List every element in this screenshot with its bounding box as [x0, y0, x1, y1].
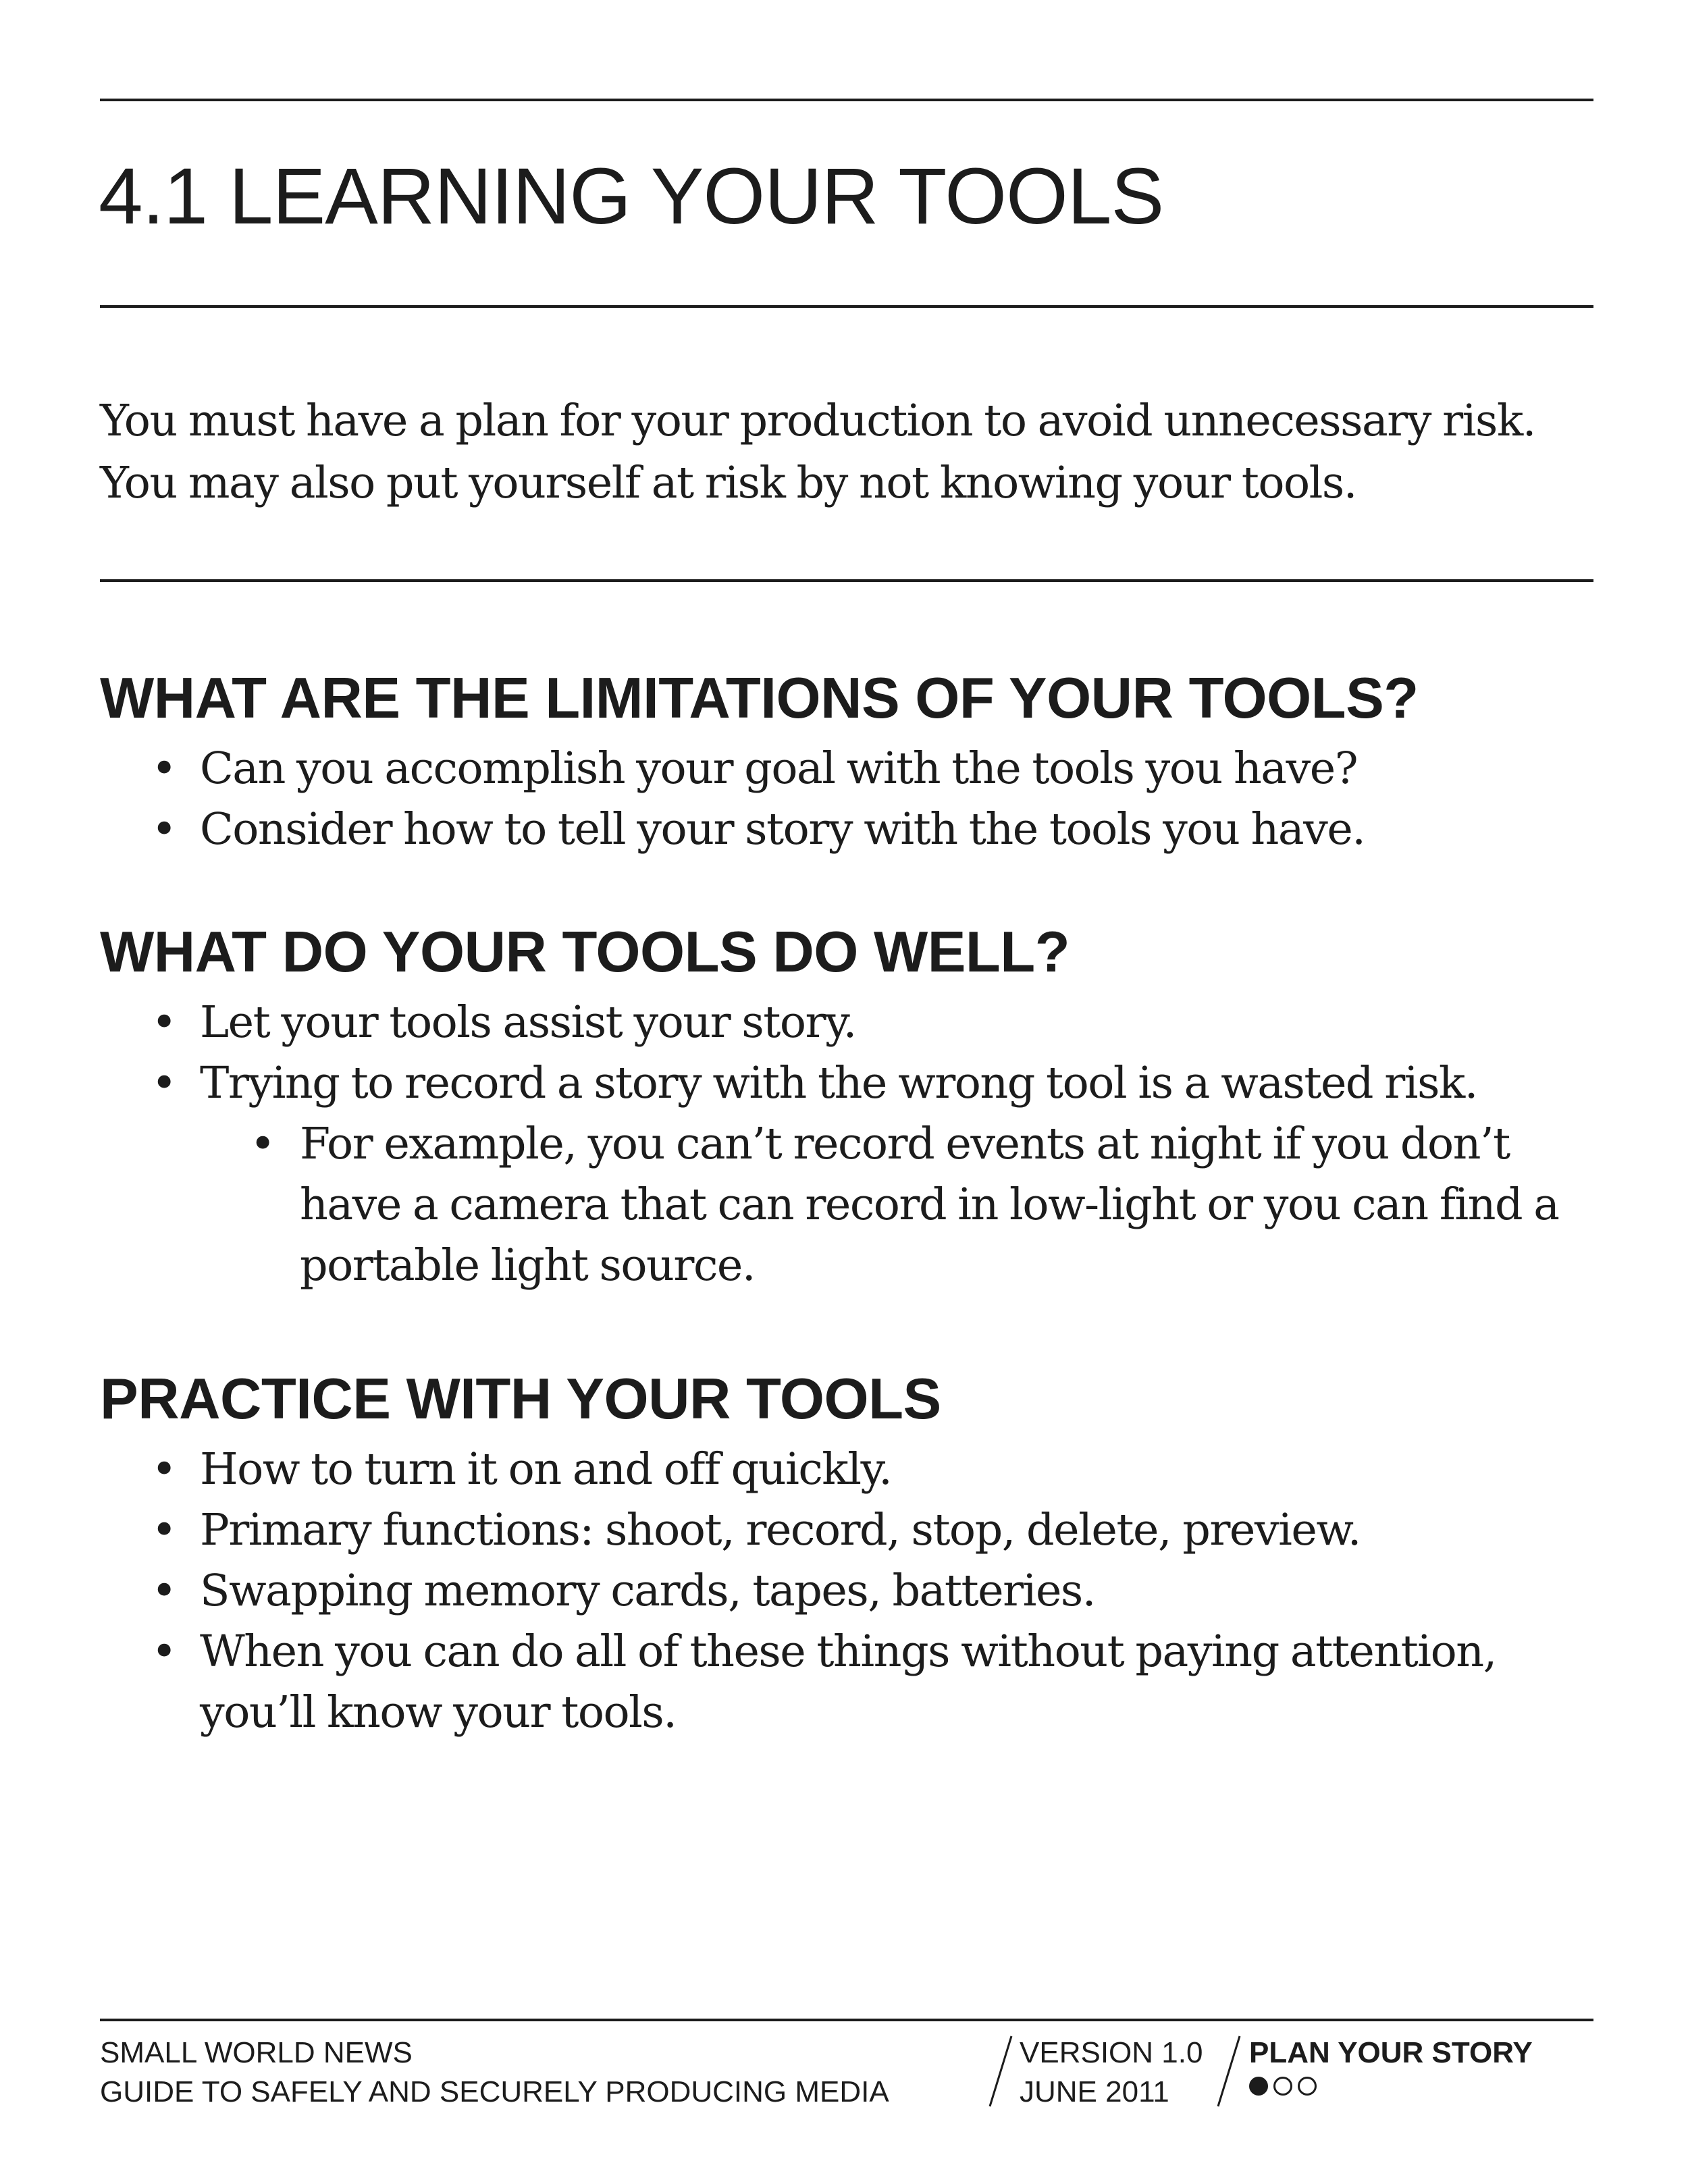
- list-item: [100, 1500, 1496, 1561]
- bullet-glyph: •: [151, 743, 176, 794]
- footer-version: VERSION 1.0: [1020, 2036, 1203, 2069]
- list-item-text: portable light source.: [300, 1240, 756, 1291]
- bullet-glyph: •: [250, 1119, 275, 1169]
- section-heading: WHAT DO YOUR TOOLS DO WELL?: [100, 920, 1070, 984]
- intro-line: You must have a plan for your production to avoid unnecessary risk.: [100, 396, 1535, 446]
- list-item: [100, 992, 1559, 1053]
- list-item-text: Let your tools assist your story.: [200, 997, 856, 1048]
- page-title: 4.1 LEARNING YOUR TOOLS: [99, 152, 1164, 241]
- section-limitations: [100, 668, 1419, 860]
- list-item-text: Can you accomplish your goal with the tools you have?: [200, 743, 1358, 794]
- sub-list-item: [100, 1114, 1559, 1296]
- list-item-text: have a camera that can record in low-light or you can find a: [300, 1179, 1559, 1230]
- bullet-list: [100, 739, 1419, 860]
- footer-version-info: [1020, 2033, 1203, 2112]
- intro-rule: [100, 579, 1593, 582]
- section-practice: [100, 1369, 1496, 1743]
- bullet-glyph: •: [151, 1058, 176, 1109]
- bullet-glyph: •: [151, 1505, 176, 1555]
- list-item-text: Primary functions: shoot, record, stop, delete, preview.: [200, 1505, 1361, 1555]
- footer-divider: [987, 2033, 1014, 2109]
- footer-guide-title: GUIDE TO SAFELY AND SECURELY PRODUCING MEDIA: [100, 2075, 889, 2108]
- list-item-text: Swapping memory cards, tapes, batteries.: [200, 1566, 1095, 1616]
- footer-publisher: SMALL WORLD NEWS: [100, 2036, 413, 2069]
- bullet-list: [100, 992, 1559, 1296]
- list-item-text: you’ll know your tools.: [200, 1687, 677, 1738]
- footer-chapter: [1249, 2033, 1533, 2096]
- progress-dot-empty-icon: [1298, 2077, 1317, 2096]
- footer-divider: [1215, 2033, 1242, 2109]
- intro-paragraph: [100, 390, 1535, 514]
- section-heading: PRACTICE WITH YOUR TOOLS: [100, 1367, 941, 1431]
- list-item: [100, 1561, 1496, 1622]
- bullet-glyph: •: [151, 997, 176, 1048]
- section-heading: WHAT ARE THE LIMITATIONS OF YOUR TOOLS?: [100, 666, 1419, 730]
- progress-dot-empty-icon: [1273, 2077, 1292, 2096]
- list-item: [100, 799, 1419, 860]
- list-item: [100, 1053, 1559, 1114]
- list-item-text: When you can do all of these things without paying attention,: [200, 1626, 1496, 1677]
- progress-dot-filled-icon: [1249, 2077, 1268, 2096]
- footer-chapter-title: PLAN YOUR STORY: [1249, 2036, 1533, 2069]
- footer-publication: [100, 2033, 889, 2112]
- section-strengths: [100, 922, 1559, 1296]
- list-item-text: For example, you can’t record events at night if you don’t: [300, 1119, 1510, 1169]
- chapter-progress-indicator: [1249, 2077, 1533, 2096]
- list-item: [100, 739, 1419, 799]
- bullet-glyph: •: [151, 1444, 176, 1495]
- list-item: [100, 1439, 1496, 1500]
- footer-date: JUNE 2011: [1020, 2075, 1169, 2108]
- list-item-text: Trying to record a story with the wrong tool is a wasted risk.: [200, 1058, 1477, 1109]
- list-item-text: How to turn it on and off quickly.: [200, 1444, 892, 1495]
- bullet-glyph: •: [151, 804, 176, 855]
- top-rule: [100, 99, 1593, 101]
- footer-rule: [100, 2019, 1593, 2021]
- list-item: [100, 1622, 1496, 1743]
- title-rule: [100, 305, 1593, 308]
- intro-line: You may also put yourself at risk by not knowing your tools.: [100, 458, 1356, 508]
- bullet-glyph: •: [151, 1566, 176, 1616]
- bullet-glyph: •: [151, 1626, 176, 1677]
- list-item-text: Consider how to tell your story with the tools you have.: [200, 804, 1365, 855]
- bullet-list: [100, 1439, 1496, 1743]
